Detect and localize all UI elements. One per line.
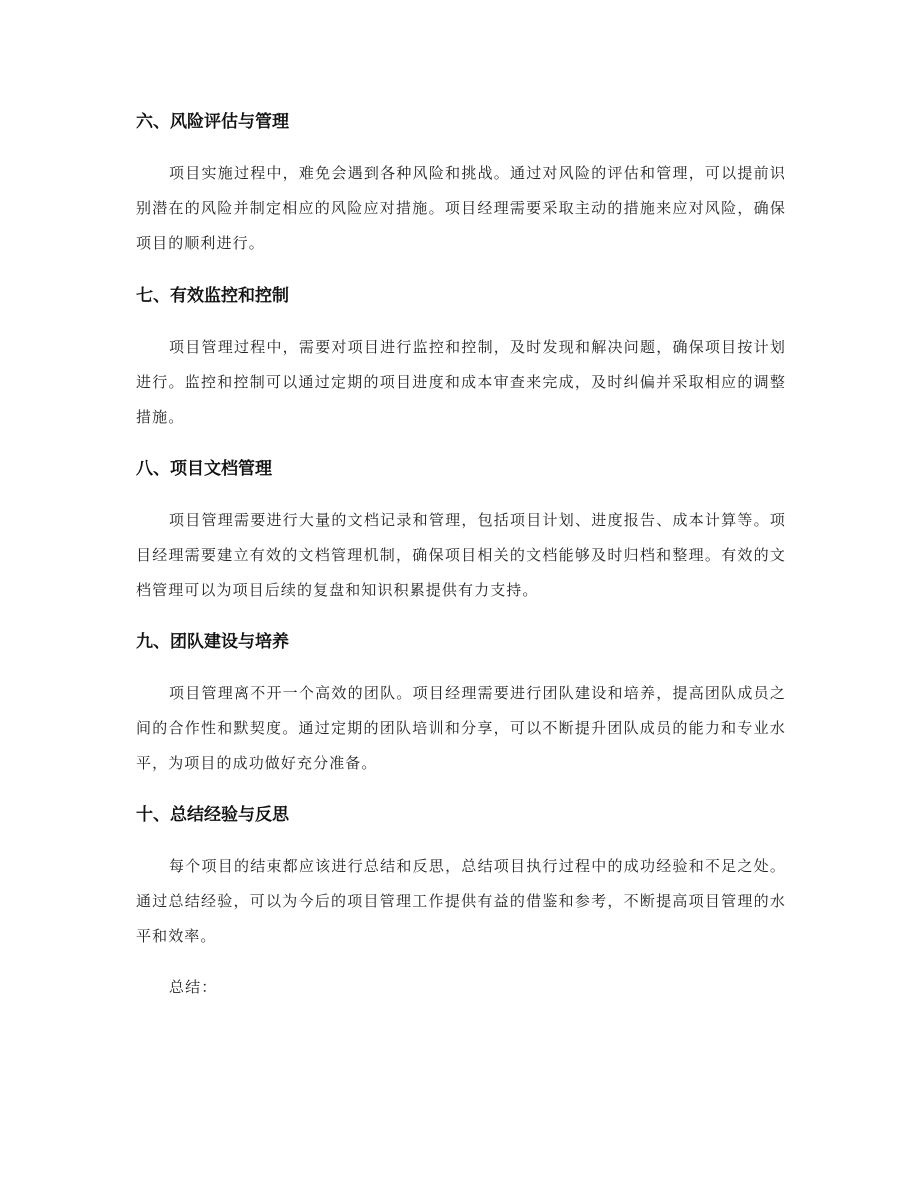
section-heading-review <box>136 803 786 827</box>
heading-text: 六、风险评估与管理 <box>136 112 289 132</box>
heading-text: 八、项目文档管理 <box>136 459 272 479</box>
section-paragraph-team <box>136 676 786 781</box>
paragraph-text: 每个项目的结束都应该进行总结和反思，总结项目执行过程中的成功经验和不足之处。通过总结经验，可以为今后的项目管理工作提供有益的借鉴和参考，不断提高项目管理的水平和效率。 <box>136 857 786 945</box>
paragraph-text: 项目管理离不开一个高效的团队。项目经理需要进行团队建设和培养，提高团队成员之间的合作性和默契度。通过定期的团队培训和分享，可以不断提升团队成员的能力和专业水平，为项目的成功做好充分准备。 <box>136 684 786 772</box>
section-heading-risk <box>136 110 786 134</box>
section-heading-team <box>136 630 786 654</box>
paragraph-text: 项目实施过程中，难免会遇到各种风险和挑战。通过对风险的评估和管理，可以提前识别潜在的风险并制定相应的风险应对措施。项目经理需要采取主动的措施来应对风险，确保项目的顺利进行。 <box>136 164 786 252</box>
heading-text: 九、团队建设与培养 <box>136 632 289 652</box>
section-paragraph-risk <box>136 156 786 261</box>
heading-text: 十、总结经验与反思 <box>136 805 289 825</box>
section-paragraph-monitoring <box>136 330 786 435</box>
paragraph-text: 项目管理需要进行大量的文档记录和管理，包括项目计划、进度报告、成本计算等。项目经理需要建立有效的文档管理机制，确保项目相关的文档能够及时归档和整理。有效的文档管理可以为项目后续的复盘和知识积累提供有力支持。 <box>136 511 786 599</box>
summary-block <box>136 970 786 1005</box>
section-heading-documents <box>136 457 786 481</box>
section-paragraph-documents <box>136 503 786 608</box>
section-heading-monitoring <box>136 284 786 308</box>
section-paragraph-review <box>136 849 786 954</box>
summary-label: 总结： <box>169 978 218 996</box>
paragraph-text: 项目管理过程中，需要对项目进行监控和控制，及时发现和解决问题，确保项目按计划进行。监控和控制可以通过定期的项目进度和成本审查来完成，及时纠偏并采取相应的调整措施。 <box>136 338 786 426</box>
heading-text: 七、有效监控和控制 <box>136 286 289 306</box>
